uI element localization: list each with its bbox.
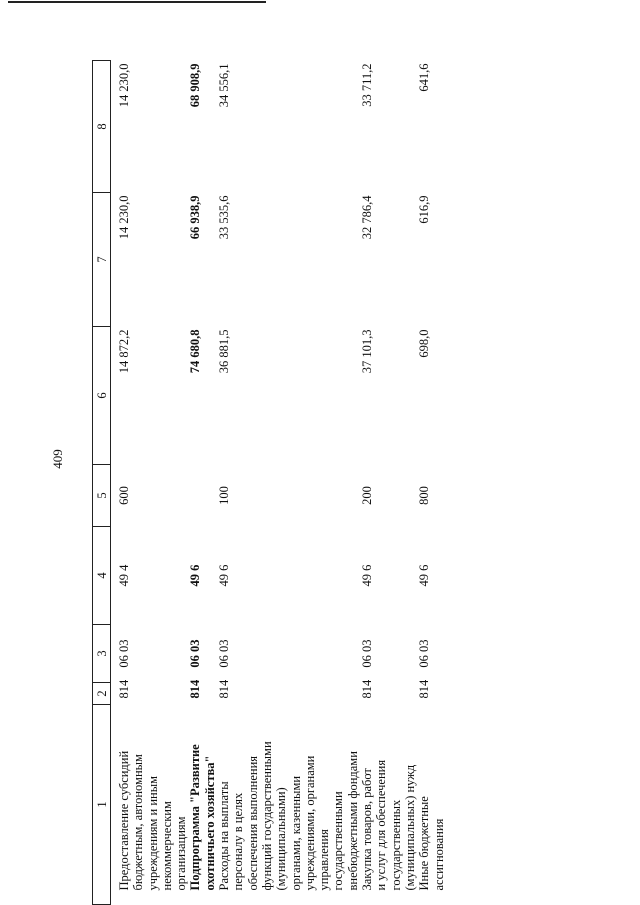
cell-value-col7: 14 230,0	[117, 195, 131, 240]
cell-value-col6: 37 101,3	[360, 329, 375, 374]
column-header: 7	[93, 193, 111, 327]
row-name-line: охотничьего хозяйства"	[202, 755, 217, 891]
cell-value-col6: 36 881,5	[217, 329, 232, 374]
row-name	[360, 705, 417, 905]
row-name-line: учреждениям и иным	[145, 775, 160, 891]
column-header: 2	[93, 683, 111, 705]
row-name-line: функций государственными	[259, 741, 274, 891]
column-header: 3	[93, 625, 111, 683]
row-name-line: внебюджетными фондами	[345, 751, 360, 891]
row-name-line: государственными	[331, 791, 346, 891]
cell-value-col8: 14 230,0	[117, 63, 131, 108]
rotated-page-content	[92, 45, 637, 905]
cell-ministry-code: 814	[417, 679, 432, 699]
cell-ministry-code: 814	[360, 679, 375, 699]
cell-target-code: 49 6	[360, 564, 375, 587]
cell-expense-type: 100	[217, 486, 232, 505]
row-name-line: Предоставление субсидий	[117, 750, 131, 891]
row-name-line: обеспечения выполнения	[245, 755, 260, 891]
cell-value-col8: 33 711,2	[360, 63, 375, 107]
table-row	[117, 61, 188, 905]
cell-value-col7: 32 786,4	[360, 195, 375, 240]
cell-value-col6: 698,0	[417, 329, 432, 358]
row-name-line: управления	[317, 829, 332, 891]
row-name	[188, 705, 217, 905]
row-name-line: учреждениями, органами	[302, 755, 317, 891]
cell-value-col7: 616,9	[417, 195, 432, 224]
page-number: 409	[50, 449, 65, 469]
row-name-line: ассигнования	[431, 818, 446, 891]
cell-target-code: 49 4	[117, 564, 131, 587]
cell-value-col6: 74 680,8	[188, 329, 203, 374]
column-header: 6	[93, 327, 111, 465]
row-name-line: государственных	[388, 799, 403, 891]
cell-value-col8: 68 908,9	[188, 63, 203, 108]
row-name-line: некоммерческим	[159, 801, 174, 891]
cell-value-col8: 34 556,1	[217, 63, 232, 108]
table-row	[188, 61, 217, 905]
row-name	[117, 705, 188, 905]
cell-target-code: 49 6	[217, 564, 232, 587]
cell-ministry-code: 814	[188, 679, 203, 699]
cell-section-code: 06 03	[360, 639, 375, 668]
table-row	[360, 61, 417, 905]
cell-value-col7: 66 938,9	[188, 195, 203, 240]
row-name-line: Закупка товаров, работ	[360, 768, 375, 891]
row-name-line: Расходы на выплаты	[217, 781, 232, 891]
row-name-line: (муниципальных) нужд	[402, 764, 417, 891]
cell-section-code: 06 03	[188, 639, 203, 668]
table-row	[417, 61, 446, 905]
table-header-row	[93, 61, 111, 905]
column-header: 4	[93, 527, 111, 625]
cell-target-code: 49 6	[417, 564, 432, 587]
cell-ministry-code: 814	[117, 679, 131, 699]
cell-value-col7: 33 535,6	[217, 195, 232, 240]
cell-value-col8: 641,6	[417, 63, 432, 92]
column-header: 1	[93, 705, 111, 905]
budget-table	[92, 60, 446, 905]
cell-ministry-code: 814	[217, 679, 232, 699]
cell-expense-type: 200	[360, 486, 375, 505]
row-name	[417, 705, 446, 905]
top-rule	[8, 1, 266, 3]
row-name-line: персоналу в целях	[231, 792, 246, 891]
cell-section-code: 06 03	[417, 639, 432, 668]
row-name-line: бюджетным, автономным	[131, 754, 146, 891]
cell-value-col6: 14 872,2	[117, 329, 131, 374]
cell-expense-type: 600	[117, 486, 131, 505]
column-header: 5	[93, 465, 111, 527]
row-name-line: (муниципальными)	[274, 787, 289, 891]
row-name-line: организациям	[174, 816, 189, 891]
column-header: 8	[93, 61, 111, 193]
cell-expense-type: 800	[417, 486, 432, 505]
cell-target-code: 49 6	[188, 564, 203, 587]
cell-expense-type	[188, 465, 217, 527]
row-name-line: и услуг для обеспечения	[374, 759, 389, 891]
cell-section-code: 06 03	[217, 639, 232, 668]
row-name	[217, 705, 360, 905]
row-name-line: органами, казенными	[288, 775, 303, 891]
row-name-line: Иные бюджетные	[417, 796, 432, 891]
row-name-line: Подпрограмма "Развитие	[188, 744, 203, 891]
table-row	[217, 61, 360, 905]
cell-section-code: 06 03	[117, 639, 131, 668]
